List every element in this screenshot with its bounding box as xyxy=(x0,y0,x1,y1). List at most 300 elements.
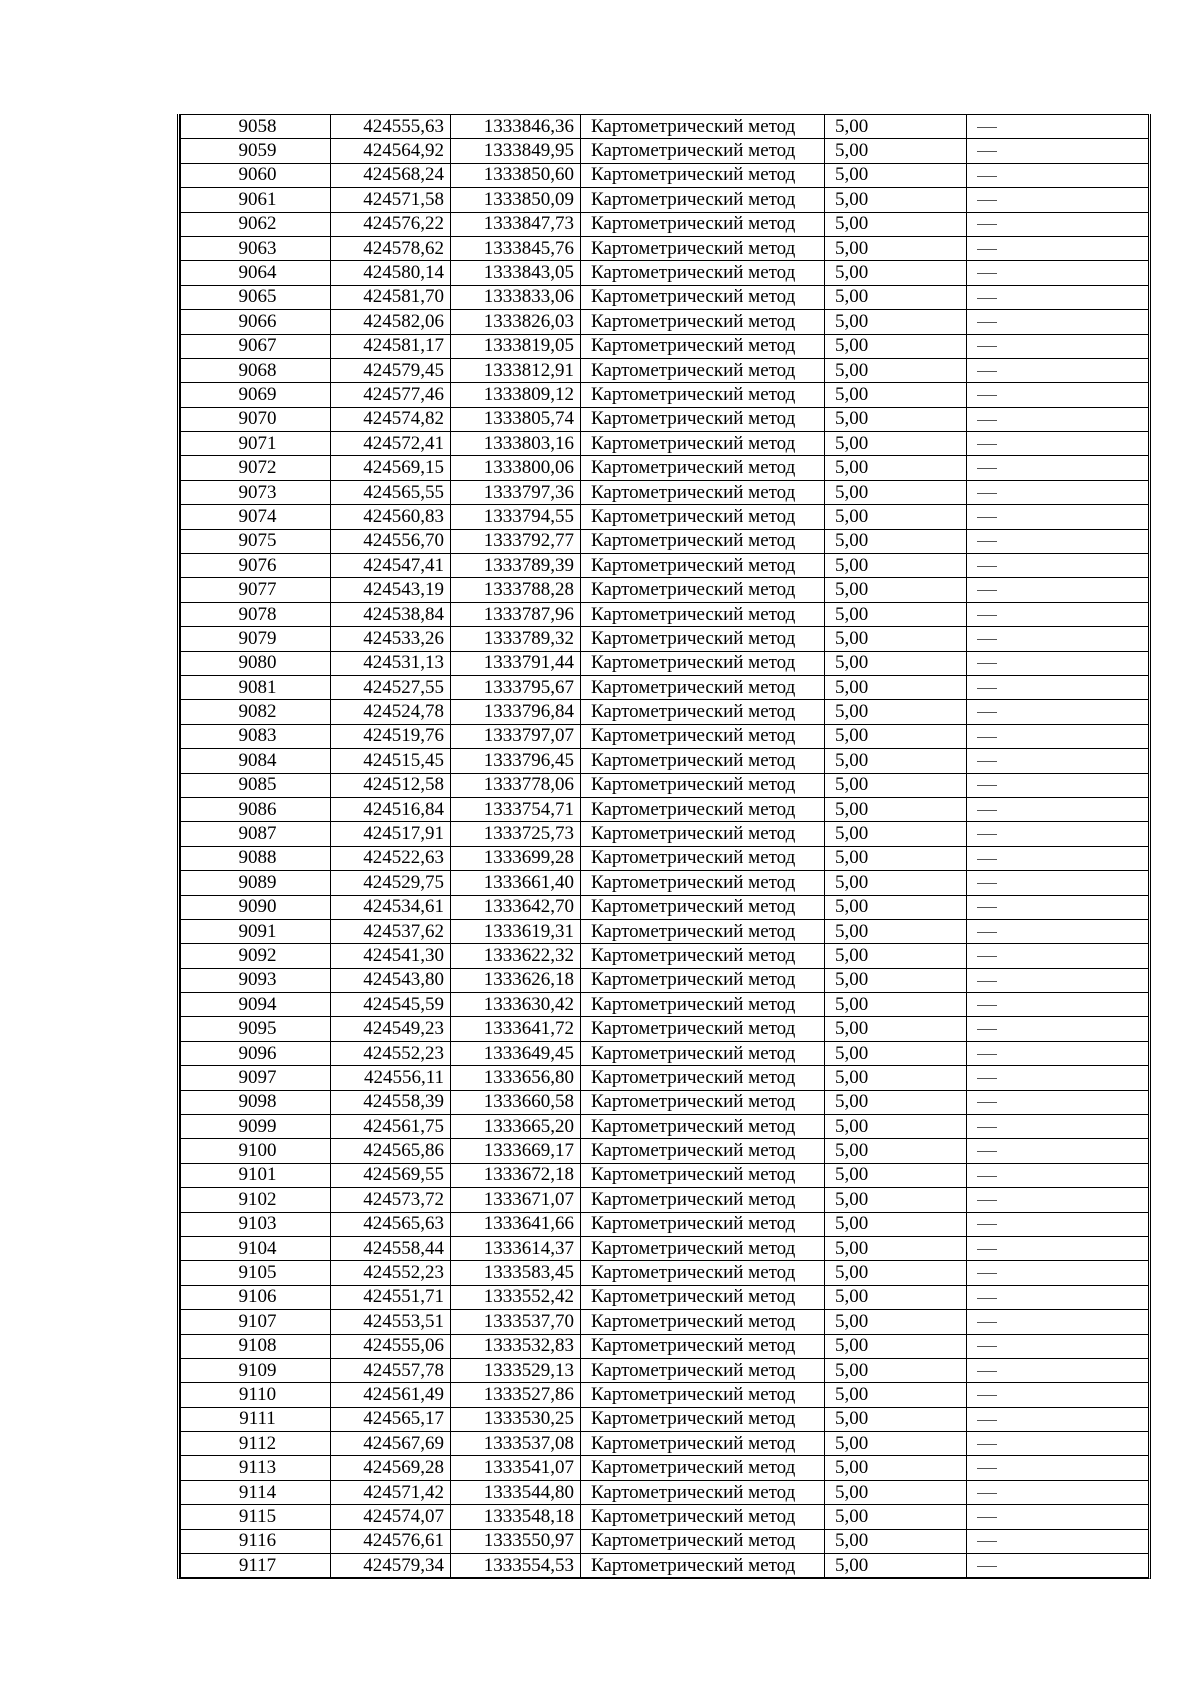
precision-cell: 5,00 xyxy=(825,1480,967,1504)
method-cell: Картометрический метод xyxy=(581,1285,825,1309)
dash-mark xyxy=(977,493,997,494)
x-coordinate-cell: 424571,58 xyxy=(331,188,451,212)
x-coordinate-cell: 424576,22 xyxy=(331,212,451,236)
x-coordinate-cell: 424531,13 xyxy=(331,651,451,675)
description-cell xyxy=(967,1163,1149,1187)
precision-cell: 5,00 xyxy=(825,749,967,773)
description-cell xyxy=(967,334,1149,358)
method-cell: Картометрический метод xyxy=(581,1212,825,1236)
description-cell xyxy=(967,700,1149,724)
dash-mark xyxy=(977,1176,997,1177)
point-number-cell: 9085 xyxy=(181,773,331,797)
point-number-cell: 9091 xyxy=(181,919,331,943)
precision-cell: 5,00 xyxy=(825,1358,967,1382)
dash-mark xyxy=(977,1273,997,1274)
description-cell xyxy=(967,554,1149,578)
point-number-cell: 9107 xyxy=(181,1310,331,1334)
x-coordinate-cell: 424569,28 xyxy=(331,1456,451,1480)
x-coordinate-cell: 424552,23 xyxy=(331,1261,451,1285)
precision-cell: 5,00 xyxy=(825,285,967,309)
precision-cell: 5,00 xyxy=(825,1432,967,1456)
dash-mark xyxy=(977,322,997,323)
description-cell xyxy=(967,115,1149,139)
precision-cell: 5,00 xyxy=(825,432,967,456)
y-coordinate-cell: 1333619,31 xyxy=(451,919,581,943)
table-row xyxy=(181,1432,1149,1456)
method-cell: Картометрический метод xyxy=(581,115,825,139)
method-cell: Картометрический метод xyxy=(581,675,825,699)
coordinates-table xyxy=(180,114,1149,1578)
y-coordinate-cell: 1333550,97 xyxy=(451,1529,581,1553)
description-cell xyxy=(967,675,1149,699)
table-row xyxy=(181,1139,1149,1163)
method-cell: Картометрический метод xyxy=(581,724,825,748)
table-row xyxy=(181,358,1149,382)
method-cell: Картометрический метод xyxy=(581,1480,825,1504)
y-coordinate-cell: 1333754,71 xyxy=(451,797,581,821)
x-coordinate-cell: 424572,41 xyxy=(331,432,451,456)
point-number-cell: 9059 xyxy=(181,139,331,163)
dash-mark xyxy=(977,176,997,177)
method-cell: Картометрический метод xyxy=(581,968,825,992)
y-coordinate-cell: 1333789,39 xyxy=(451,554,581,578)
table-row xyxy=(181,383,1149,407)
x-coordinate-cell: 424569,55 xyxy=(331,1163,451,1187)
y-coordinate-cell: 1333819,05 xyxy=(451,334,581,358)
precision-cell: 5,00 xyxy=(825,212,967,236)
table-row xyxy=(181,944,1149,968)
y-coordinate-cell: 1333626,18 xyxy=(451,968,581,992)
dash-mark xyxy=(977,1420,997,1421)
point-number-cell: 9067 xyxy=(181,334,331,358)
dash-mark xyxy=(977,249,997,250)
point-number-cell: 9095 xyxy=(181,1017,331,1041)
description-cell xyxy=(967,1236,1149,1260)
y-coordinate-cell: 1333805,74 xyxy=(451,407,581,431)
dash-mark xyxy=(977,1127,997,1128)
y-coordinate-cell: 1333530,25 xyxy=(451,1407,581,1431)
point-number-cell: 9070 xyxy=(181,407,331,431)
precision-cell: 5,00 xyxy=(825,1188,967,1212)
y-coordinate-cell: 1333630,42 xyxy=(451,993,581,1017)
table-row xyxy=(181,529,1149,553)
y-coordinate-cell: 1333796,45 xyxy=(451,749,581,773)
point-number-cell: 9093 xyxy=(181,968,331,992)
method-cell: Картометрический метод xyxy=(581,822,825,846)
description-cell xyxy=(967,1358,1149,1382)
table-row xyxy=(181,1041,1149,1065)
y-coordinate-cell: 1333795,67 xyxy=(451,675,581,699)
description-cell xyxy=(967,456,1149,480)
y-coordinate-cell: 1333641,66 xyxy=(451,1212,581,1236)
description-cell xyxy=(967,968,1149,992)
point-number-cell: 9062 xyxy=(181,212,331,236)
precision-cell: 5,00 xyxy=(825,993,967,1017)
table-row xyxy=(181,1212,1149,1236)
x-coordinate-cell: 424555,06 xyxy=(331,1334,451,1358)
description-cell xyxy=(967,358,1149,382)
description-cell xyxy=(967,1212,1149,1236)
precision-cell: 5,00 xyxy=(825,1115,967,1139)
method-cell: Картометрический метод xyxy=(581,749,825,773)
precision-cell: 5,00 xyxy=(825,919,967,943)
table-row xyxy=(181,1310,1149,1334)
precision-cell: 5,00 xyxy=(825,529,967,553)
precision-cell: 5,00 xyxy=(825,115,967,139)
description-cell xyxy=(967,1285,1149,1309)
point-number-cell: 9061 xyxy=(181,188,331,212)
y-coordinate-cell: 1333826,03 xyxy=(451,310,581,334)
point-number-cell: 9106 xyxy=(181,1285,331,1309)
precision-cell: 5,00 xyxy=(825,895,967,919)
y-coordinate-cell: 1333649,45 xyxy=(451,1041,581,1065)
precision-cell: 5,00 xyxy=(825,675,967,699)
table-row xyxy=(181,212,1149,236)
x-coordinate-cell: 424558,39 xyxy=(331,1090,451,1114)
table-row xyxy=(181,1480,1149,1504)
table-row xyxy=(181,749,1149,773)
y-coordinate-cell: 1333809,12 xyxy=(451,383,581,407)
x-coordinate-cell: 424516,84 xyxy=(331,797,451,821)
table-row xyxy=(181,432,1149,456)
dash-mark xyxy=(977,1566,997,1567)
description-cell xyxy=(967,749,1149,773)
point-number-cell: 9063 xyxy=(181,236,331,260)
point-number-cell: 9086 xyxy=(181,797,331,821)
y-coordinate-cell: 1333641,72 xyxy=(451,1017,581,1041)
y-coordinate-cell: 1333527,86 xyxy=(451,1383,581,1407)
y-coordinate-cell: 1333661,40 xyxy=(451,871,581,895)
x-coordinate-cell: 424552,23 xyxy=(331,1041,451,1065)
method-cell: Картометрический метод xyxy=(581,1236,825,1260)
point-number-cell: 9065 xyxy=(181,285,331,309)
dash-mark xyxy=(977,1395,997,1396)
x-coordinate-cell: 424580,14 xyxy=(331,261,451,285)
dash-mark xyxy=(977,127,997,128)
x-coordinate-cell: 424556,70 xyxy=(331,529,451,553)
table-row xyxy=(181,1407,1149,1431)
description-cell xyxy=(967,1115,1149,1139)
y-coordinate-cell: 1333847,73 xyxy=(451,212,581,236)
description-cell xyxy=(967,480,1149,504)
method-cell: Картометрический метод xyxy=(581,651,825,675)
precision-cell: 5,00 xyxy=(825,822,967,846)
x-coordinate-cell: 424533,26 xyxy=(331,627,451,651)
precision-cell: 5,00 xyxy=(825,1163,967,1187)
method-cell: Картометрический метод xyxy=(581,602,825,626)
x-coordinate-cell: 424547,41 xyxy=(331,554,451,578)
y-coordinate-cell: 1333552,42 xyxy=(451,1285,581,1309)
y-coordinate-cell: 1333794,55 xyxy=(451,505,581,529)
precision-cell: 5,00 xyxy=(825,358,967,382)
y-coordinate-cell: 1333803,16 xyxy=(451,432,581,456)
precision-cell: 5,00 xyxy=(825,1310,967,1334)
precision-cell: 5,00 xyxy=(825,310,967,334)
point-number-cell: 9110 xyxy=(181,1383,331,1407)
point-number-cell: 9111 xyxy=(181,1407,331,1431)
table-row xyxy=(181,993,1149,1017)
method-cell: Картометрический метод xyxy=(581,1358,825,1382)
precision-cell: 5,00 xyxy=(825,1505,967,1529)
y-coordinate-cell: 1333849,95 xyxy=(451,139,581,163)
table-row xyxy=(181,1066,1149,1090)
dash-mark xyxy=(977,688,997,689)
point-number-cell: 9082 xyxy=(181,700,331,724)
x-coordinate-cell: 424537,62 xyxy=(331,919,451,943)
table-row xyxy=(181,1090,1149,1114)
x-coordinate-cell: 424582,06 xyxy=(331,310,451,334)
dash-mark xyxy=(977,1517,997,1518)
x-coordinate-cell: 424553,51 xyxy=(331,1310,451,1334)
description-cell xyxy=(967,822,1149,846)
method-cell: Картометрический метод xyxy=(581,919,825,943)
table-row xyxy=(181,651,1149,675)
point-number-cell: 9074 xyxy=(181,505,331,529)
point-number-cell: 9117 xyxy=(181,1554,331,1578)
precision-cell: 5,00 xyxy=(825,1139,967,1163)
method-cell: Картометрический метод xyxy=(581,1066,825,1090)
description-cell xyxy=(967,310,1149,334)
table-row xyxy=(181,139,1149,163)
dash-mark xyxy=(977,444,997,445)
dash-mark xyxy=(977,1444,997,1445)
y-coordinate-cell: 1333669,17 xyxy=(451,1139,581,1163)
method-cell: Картометрический метод xyxy=(581,1261,825,1285)
precision-cell: 5,00 xyxy=(825,651,967,675)
point-number-cell: 9079 xyxy=(181,627,331,651)
method-cell: Картометрический метод xyxy=(581,846,825,870)
dash-mark xyxy=(977,1541,997,1542)
description-cell xyxy=(967,407,1149,431)
y-coordinate-cell: 1333665,20 xyxy=(451,1115,581,1139)
precision-cell: 5,00 xyxy=(825,163,967,187)
point-number-cell: 9105 xyxy=(181,1261,331,1285)
point-number-cell: 9060 xyxy=(181,163,331,187)
description-cell xyxy=(967,1261,1149,1285)
y-coordinate-cell: 1333778,06 xyxy=(451,773,581,797)
table-row xyxy=(181,675,1149,699)
table-row xyxy=(181,578,1149,602)
table-row xyxy=(181,919,1149,943)
method-cell: Картометрический метод xyxy=(581,1090,825,1114)
y-coordinate-cell: 1333725,73 xyxy=(451,822,581,846)
dash-mark xyxy=(977,298,997,299)
y-coordinate-cell: 1333846,36 xyxy=(451,115,581,139)
precision-cell: 5,00 xyxy=(825,700,967,724)
table-row xyxy=(181,1529,1149,1553)
point-number-cell: 9088 xyxy=(181,846,331,870)
point-number-cell: 9108 xyxy=(181,1334,331,1358)
table-row xyxy=(181,797,1149,821)
table-row xyxy=(181,968,1149,992)
dash-mark xyxy=(977,761,997,762)
precision-cell: 5,00 xyxy=(825,578,967,602)
y-coordinate-cell: 1333850,09 xyxy=(451,188,581,212)
dash-mark xyxy=(977,834,997,835)
method-cell: Картометрический метод xyxy=(581,993,825,1017)
x-coordinate-cell: 424543,80 xyxy=(331,968,451,992)
table-row xyxy=(181,1115,1149,1139)
description-cell xyxy=(967,1407,1149,1431)
x-coordinate-cell: 424549,23 xyxy=(331,1017,451,1041)
description-cell xyxy=(967,1505,1149,1529)
dash-mark xyxy=(977,1371,997,1372)
method-cell: Картометрический метод xyxy=(581,456,825,480)
description-cell xyxy=(967,1017,1149,1041)
point-number-cell: 9116 xyxy=(181,1529,331,1553)
precision-cell: 5,00 xyxy=(825,1456,967,1480)
table-row xyxy=(181,1358,1149,1382)
dash-mark xyxy=(977,1468,997,1469)
description-cell xyxy=(967,1480,1149,1504)
dash-mark xyxy=(977,1224,997,1225)
description-cell xyxy=(967,895,1149,919)
dash-mark xyxy=(977,1322,997,1323)
x-coordinate-cell: 424574,07 xyxy=(331,1505,451,1529)
y-coordinate-cell: 1333642,70 xyxy=(451,895,581,919)
dash-mark xyxy=(977,395,997,396)
y-coordinate-cell: 1333583,45 xyxy=(451,1261,581,1285)
method-cell: Картометрический метод xyxy=(581,700,825,724)
method-cell: Картометрический метод xyxy=(581,285,825,309)
description-cell xyxy=(967,261,1149,285)
y-coordinate-cell: 1333622,32 xyxy=(451,944,581,968)
description-cell xyxy=(967,139,1149,163)
y-coordinate-cell: 1333789,32 xyxy=(451,627,581,651)
y-coordinate-cell: 1333845,76 xyxy=(451,236,581,260)
point-number-cell: 9101 xyxy=(181,1163,331,1187)
point-number-cell: 9097 xyxy=(181,1066,331,1090)
precision-cell: 5,00 xyxy=(825,1554,967,1578)
x-coordinate-cell: 424534,61 xyxy=(331,895,451,919)
description-cell xyxy=(967,1041,1149,1065)
dash-mark xyxy=(977,639,997,640)
method-cell: Картометрический метод xyxy=(581,773,825,797)
y-coordinate-cell: 1333791,44 xyxy=(451,651,581,675)
table-row xyxy=(181,1456,1149,1480)
point-number-cell: 9078 xyxy=(181,602,331,626)
y-coordinate-cell: 1333787,96 xyxy=(451,602,581,626)
point-number-cell: 9069 xyxy=(181,383,331,407)
description-cell xyxy=(967,383,1149,407)
y-coordinate-cell: 1333843,05 xyxy=(451,261,581,285)
coordinates-table-body xyxy=(181,115,1149,1578)
description-cell xyxy=(967,724,1149,748)
point-number-cell: 9087 xyxy=(181,822,331,846)
precision-cell: 5,00 xyxy=(825,1529,967,1553)
dash-mark xyxy=(977,785,997,786)
point-number-cell: 9090 xyxy=(181,895,331,919)
dash-mark xyxy=(977,420,997,421)
description-cell xyxy=(967,919,1149,943)
precision-cell: 5,00 xyxy=(825,944,967,968)
point-number-cell: 9073 xyxy=(181,480,331,504)
y-coordinate-cell: 1333537,08 xyxy=(451,1432,581,1456)
table-row xyxy=(181,602,1149,626)
point-number-cell: 9113 xyxy=(181,1456,331,1480)
precision-cell: 5,00 xyxy=(825,1090,967,1114)
precision-cell: 5,00 xyxy=(825,456,967,480)
precision-cell: 5,00 xyxy=(825,773,967,797)
dash-mark xyxy=(977,468,997,469)
x-coordinate-cell: 424565,55 xyxy=(331,480,451,504)
x-coordinate-cell: 424579,45 xyxy=(331,358,451,382)
table-row xyxy=(181,163,1149,187)
dash-mark xyxy=(977,1493,997,1494)
method-cell: Картометрический метод xyxy=(581,1139,825,1163)
x-coordinate-cell: 424560,83 xyxy=(331,505,451,529)
dash-mark xyxy=(977,859,997,860)
method-cell: Картометрический метод xyxy=(581,1529,825,1553)
y-coordinate-cell: 1333548,18 xyxy=(451,1505,581,1529)
description-cell xyxy=(967,529,1149,553)
table-row xyxy=(181,505,1149,529)
dash-mark xyxy=(977,907,997,908)
point-number-cell: 9115 xyxy=(181,1505,331,1529)
x-coordinate-cell: 424558,44 xyxy=(331,1236,451,1260)
y-coordinate-cell: 1333797,36 xyxy=(451,480,581,504)
description-cell xyxy=(967,432,1149,456)
table-row xyxy=(181,554,1149,578)
table-row xyxy=(181,1261,1149,1285)
description-cell xyxy=(967,846,1149,870)
description-cell xyxy=(967,1432,1149,1456)
y-coordinate-cell: 1333544,80 xyxy=(451,1480,581,1504)
y-coordinate-cell: 1333660,58 xyxy=(451,1090,581,1114)
dash-mark xyxy=(977,200,997,201)
method-cell: Картометрический метод xyxy=(581,407,825,431)
y-coordinate-cell: 1333833,06 xyxy=(451,285,581,309)
precision-cell: 5,00 xyxy=(825,1407,967,1431)
point-number-cell: 9100 xyxy=(181,1139,331,1163)
dash-mark xyxy=(977,151,997,152)
description-cell xyxy=(967,1139,1149,1163)
x-coordinate-cell: 424567,69 xyxy=(331,1432,451,1456)
point-number-cell: 9075 xyxy=(181,529,331,553)
dash-mark xyxy=(977,273,997,274)
point-number-cell: 9068 xyxy=(181,358,331,382)
x-coordinate-cell: 424512,58 xyxy=(331,773,451,797)
dash-mark xyxy=(977,1005,997,1006)
dash-mark xyxy=(977,541,997,542)
precision-cell: 5,00 xyxy=(825,1212,967,1236)
y-coordinate-cell: 1333529,13 xyxy=(451,1358,581,1382)
y-coordinate-cell: 1333800,06 xyxy=(451,456,581,480)
table-row xyxy=(181,407,1149,431)
method-cell: Картометрический метод xyxy=(581,554,825,578)
point-number-cell: 9103 xyxy=(181,1212,331,1236)
method-cell: Картометрический метод xyxy=(581,944,825,968)
x-coordinate-cell: 424564,92 xyxy=(331,139,451,163)
method-cell: Картометрический метод xyxy=(581,432,825,456)
description-cell xyxy=(967,505,1149,529)
table-row xyxy=(181,456,1149,480)
dash-mark xyxy=(977,615,997,616)
x-coordinate-cell: 424579,34 xyxy=(331,1554,451,1578)
x-coordinate-cell: 424561,75 xyxy=(331,1115,451,1139)
precision-cell: 5,00 xyxy=(825,334,967,358)
method-cell: Картометрический метод xyxy=(581,1188,825,1212)
method-cell: Картометрический метод xyxy=(581,163,825,187)
precision-cell: 5,00 xyxy=(825,1383,967,1407)
x-coordinate-cell: 424543,19 xyxy=(331,578,451,602)
method-cell: Картометрический метод xyxy=(581,1017,825,1041)
dash-mark xyxy=(977,956,997,957)
method-cell: Картометрический метод xyxy=(581,261,825,285)
x-coordinate-cell: 424529,75 xyxy=(331,871,451,895)
method-cell: Картометрический метод xyxy=(581,139,825,163)
x-coordinate-cell: 424578,62 xyxy=(331,236,451,260)
